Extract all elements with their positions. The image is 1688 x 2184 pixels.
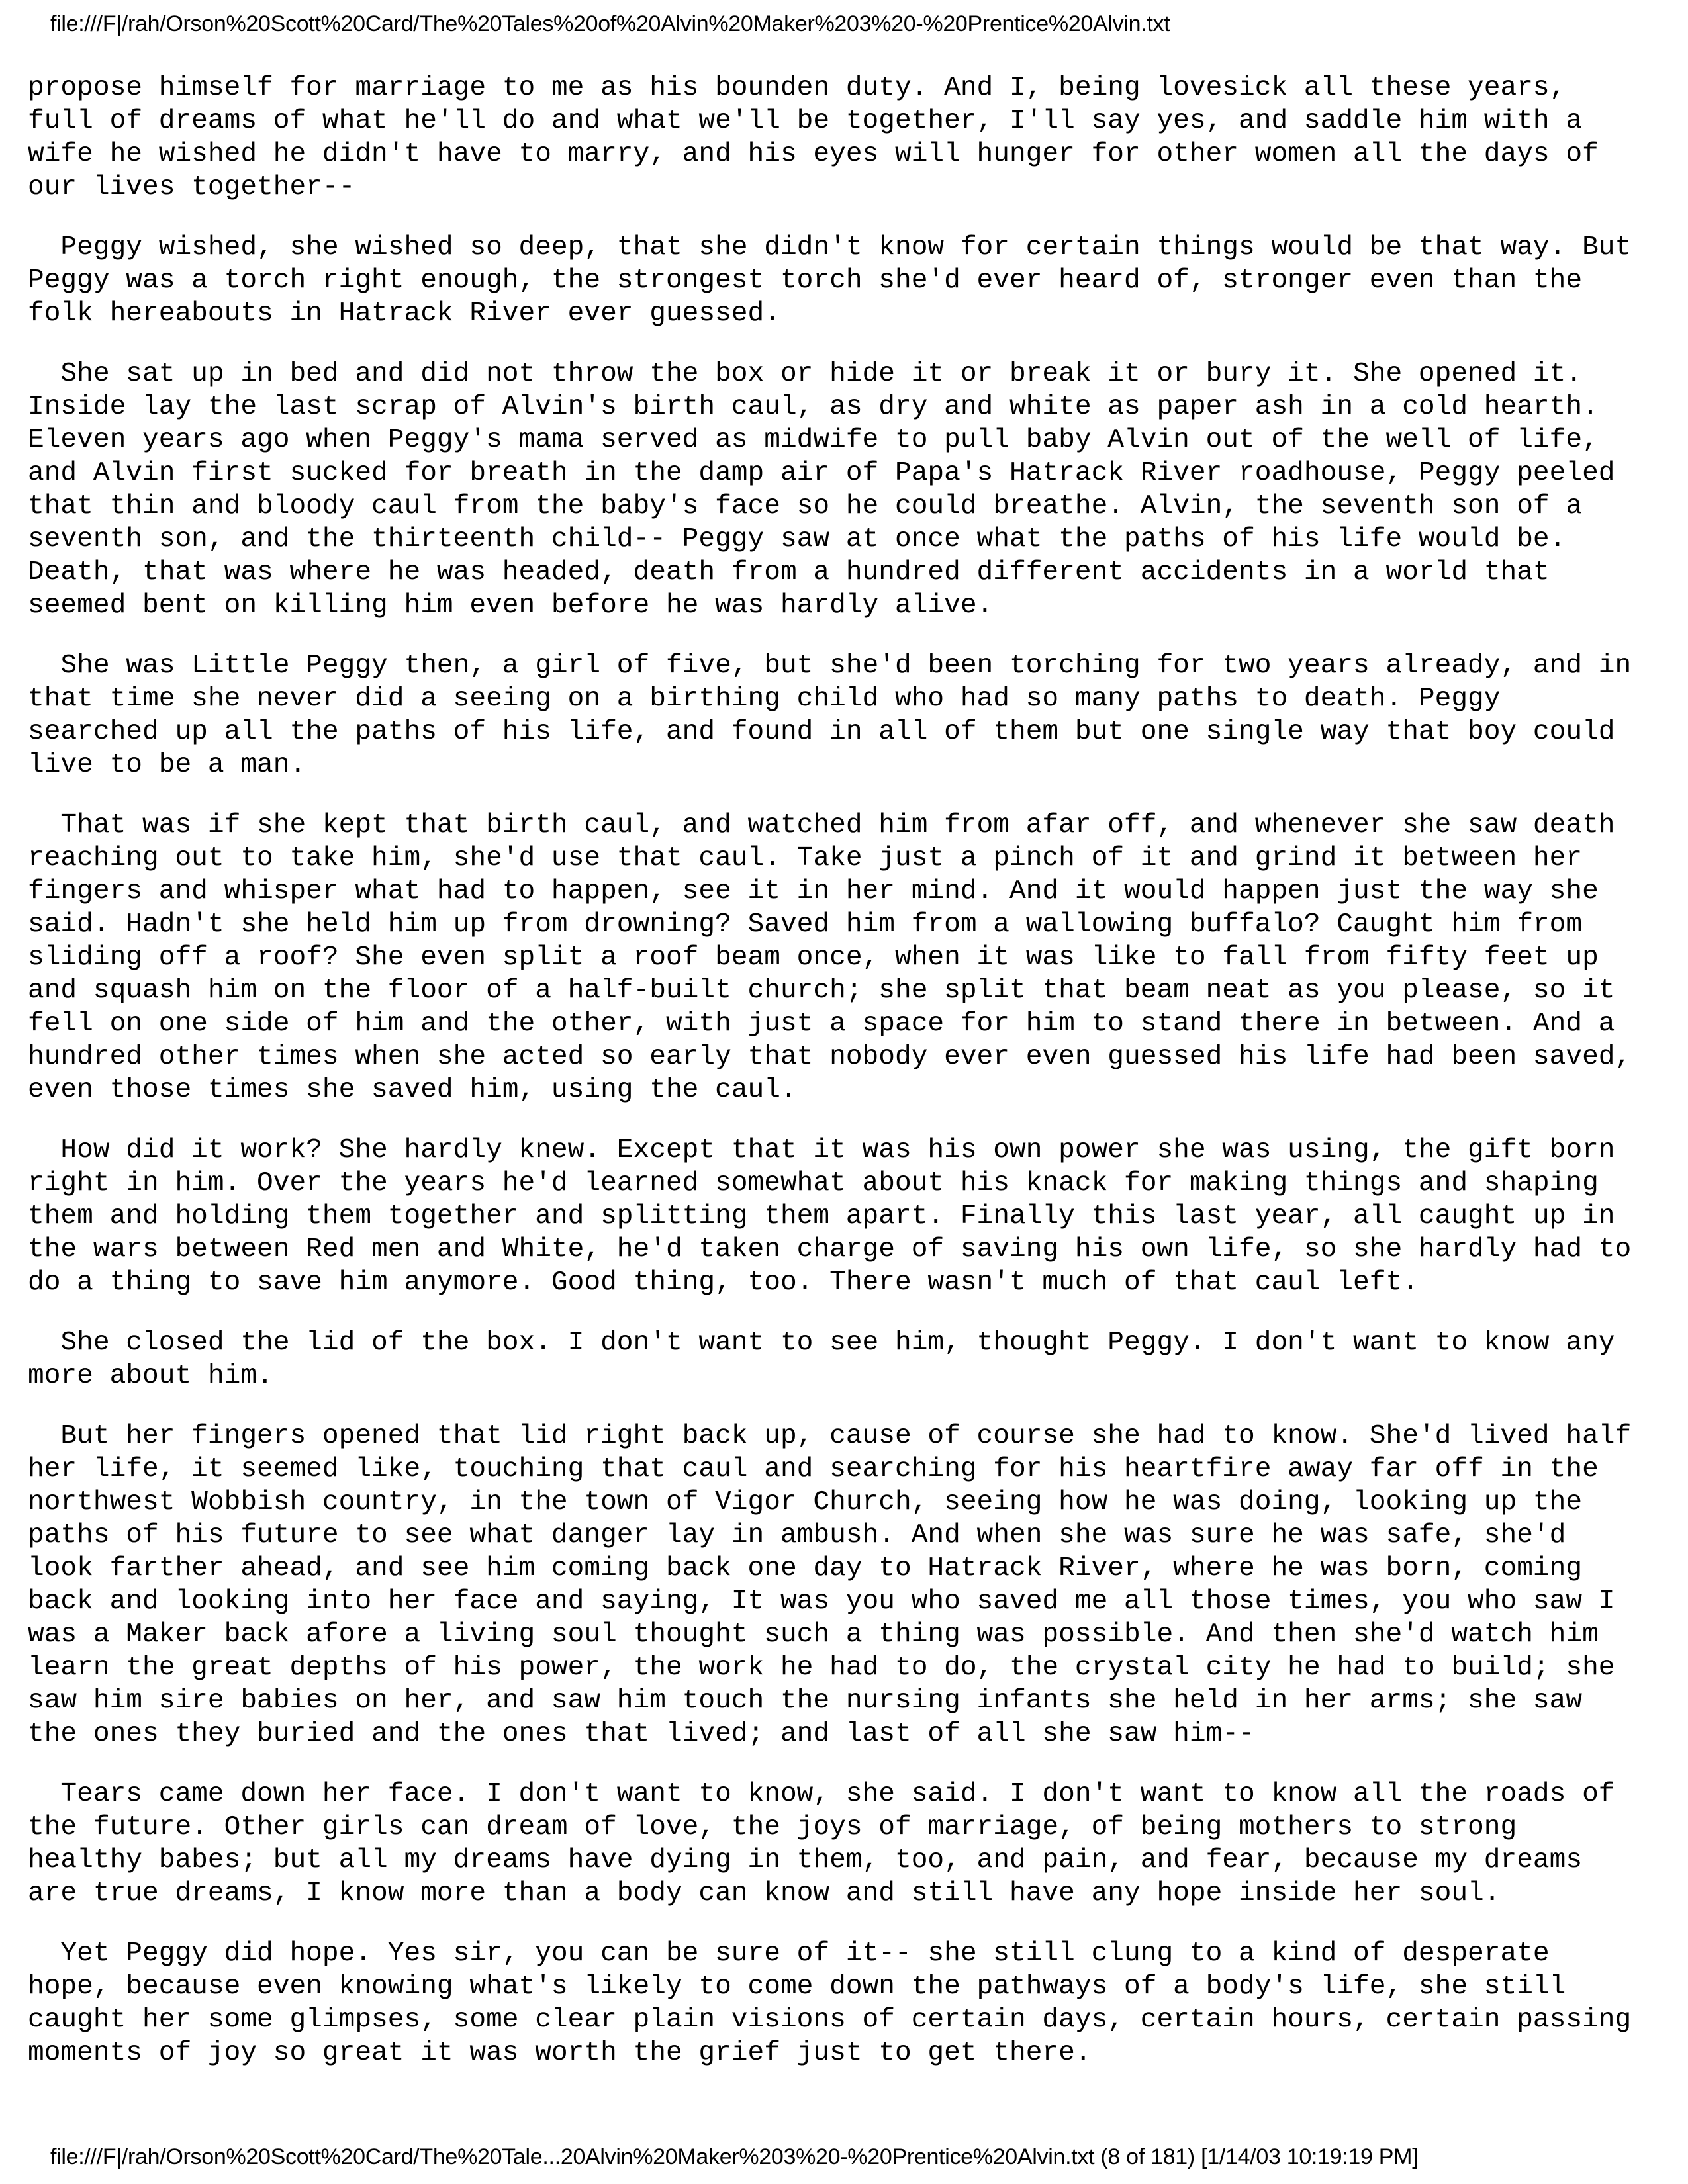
paragraph-4: She was Little Peggy then, a girl of five, but she'd been torching for two years already, and in that time she never did a seeing on a birthing child who had so many paths to death. Peggy searched up all the paths of his life, and found in all of them but one single way that boy could live to be a man. (28, 651, 1632, 780)
paragraph-5: That was if she kept that birth caul, and watched him from afar off, and whenever she saw death reaching out to take him, she'd use that caul. Take just a pinch of it and grind it between her fingers and whisper what had to happen, see it in her mind. And it would happen just the way she said. Hadn't she held him up from drowning? Saved him from a wallowing buffalo? Caught him from sliding off a roof? She even split a roof beam once, when it was like to fall from fifty feet up and squash him on the floor of a half-built church; she split that beam neat as you please, so it fell on one side of him and the other, with just a space for him to stand there in between. And a hundred other times when she acted so early that nobody ever even guessed his life had been saved, even those times she saved him, using the caul. (28, 810, 1632, 1105)
paragraph-6: How did it work? She hardly knew. Except that it was his own power she was using, the gift born right in him. Over the years he'd learned somewhat about his knack for making things and shaping them and holding them together and splitting them apart. Finally this last year, all caught up in the wars between Red men and White, he'd taken charge of saving his own life, so she hardly had to do a thing to save him anymore. Good thing, too. There wasn't much of that caul left. (28, 1135, 1632, 1298)
paragraph-9: Tears came down her face. I don't want to know, she said. I don't want to know all the roads of the future. Other girls can dream of love, the joys of marriage, of being mothers to strong healthy babes; but all my dreams have dying in them, too, and pain, and fear, because my dreams are true dreams, I know more than a body can know and still have any hope inside her soul. (28, 1779, 1615, 1909)
paragraph-8: But her fingers opened that lid right back up, cause of course she had to know. She'd lived half her life, it seemed like, touching that caul and searching for his heartfire away far off in the northwest Wobbish country, in the town of Vigor Church, seeing how he was doing, looking up the paths of his future to see what danger lay in ambush. And when she was sure he was safe, she'd look farther ahead, and see him coming back one day to Hatrack River, where he was born, coming back and looking into her face and saying, It was you who saved me all those times, you who saw I was a Maker back afore a living soul thought such a thing was possible. And then she'd watch him learn the great depths of his power, the work he had to do, the crystal city he had to build; she saw him sire babies on her, and saw him touch the nursing infants she held in her arms; she saw the ones they buried and the ones that lived; and last of all she saw him-- (28, 1421, 1632, 1749)
header-file-path: file:///F|/rah/Orson%20Scott%20Card/The%20Tales%20of%20Alvin%20Maker%203%20-%20Prentice%20Alvin.txt (50, 11, 1170, 36)
paragraph-1: propose himself for marriage to me as his bounden duty. And I, being lovesick all these years, full of dreams of what he'll do and what we'll be together, I'll say yes, and saddle him with a wife he wished he didn't have to marry, and his eyes will hunger for other women all the days of our lives together-- (28, 73, 1599, 203)
paragraph-7: She closed the lid of the box. I don't want to see him, thought Peggy. I don't want to know any more about him. (28, 1328, 1615, 1391)
footer-file-path: file:///F|/rah/Orson%20Scott%20Card/The%20Tale...20Alvin%20Maker%203%20-%20Prentice%20Alvin.txt (8 of 181) [1/14/03 10:19:19 PM] (50, 2144, 1419, 2169)
paragraph-3: She sat up in bed and did not throw the box or hide it or break it or bury it. She opened it. Inside lay the last scrap of Alvin's birth caul, as dry and white as paper ash in a cold hearth. Eleven years ago when Peggy's mama served as midwife to pull baby Alvin out of the well of life, and Alvin first sucked for breath in the damp air of Papa's Hatrack River roadhouse, Peggy peeled that thin and bloody caul from the baby's face so he could breathe. Alvin, the seventh son of a seventh son, and the thirteenth child-- Peggy saw at once what the paths of his life would be. Death, that was where he was headed, death from a hundred different accidents in a world that seemed bent on killing him even before he was hardly alive. (28, 359, 1615, 621)
paragraph-2: Peggy wished, she wished so deep, that she didn't know for certain things would be that way. But Peggy was a torch right enough, the strongest torch she'd ever heard of, stronger even than the folk hereabouts in Hatrack River ever guessed. (28, 232, 1632, 329)
document-body (28, 71, 1663, 2097)
paragraph-10: Yet Peggy did hope. Yes sir, you can be sure of it-- she still clung to a kind of desperate hope, because even knowing what's likely to come down the pathways of a body's life, she still caught her some glimpses, some clear plain visions of certain days, certain hours, certain passing moments of joy so great it was worth the grief just to get there. (28, 1938, 1632, 2068)
